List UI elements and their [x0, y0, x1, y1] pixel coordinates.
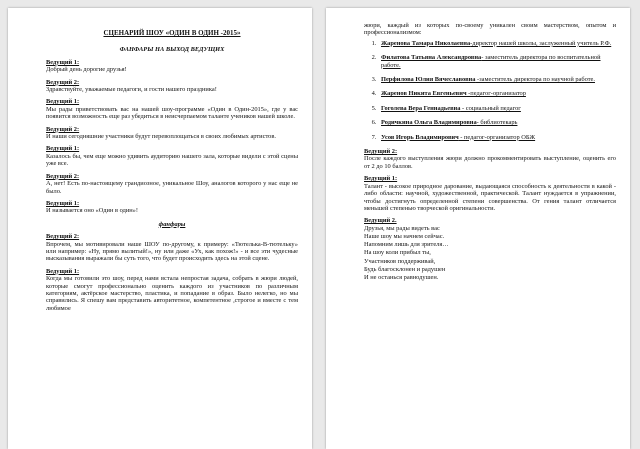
- dialogue-block: [46, 126, 298, 141]
- document-page-2: [326, 8, 630, 449]
- dialogue-text: Талант - высокое природное дарование, выдающаяся способность к деятельности в какой - либо области: научной, художественной, практической. Талант нуждается в упражнении, чтобы достигнуть определенной степени совершенства. От гения талант отличается меньшей степенью творческой оригинальности.: [364, 182, 616, 212]
- poem-line: Наше шоу мы начнем сейчас.: [364, 232, 445, 240]
- document-page-1: [8, 8, 312, 449]
- speaker-label: Ведущий 1:: [46, 58, 80, 66]
- poem-text: [364, 225, 616, 282]
- jury-name: Перфилова Юлия Вячеславовна: [381, 76, 476, 84]
- jury-name: Филатова Татьяна Александровна: [381, 54, 482, 62]
- dialogue-text: Здравствуйте, уважаемые педагоги, и гости нашего праздника!: [46, 86, 217, 94]
- jury-member: [378, 54, 616, 69]
- speaker-label: Ведущий 2.: [364, 217, 397, 225]
- dialogue-block: [46, 268, 298, 312]
- jury-name: Усов Игорь Владимирович: [381, 133, 459, 141]
- poem-line: Друзья, мы рады видеть вас: [364, 224, 440, 232]
- jury-member: [378, 90, 616, 97]
- speaker-label: Ведущий 1:: [364, 175, 398, 183]
- jury-member: [378, 105, 616, 112]
- dialogue-block: [46, 233, 298, 263]
- speaker-label: Ведущий 2:: [46, 172, 80, 180]
- jury-name: Жаренов Никита Евгеньевич: [381, 90, 467, 98]
- dialogue-text: Мы рады приветствовать вас на нашей шоу-программе «Один в Один-2015», где у вас появится возможность еще раз убедиться в неисчерпаемом таланте учеников нашей школе.: [46, 105, 298, 121]
- speaker-label: Ведущий 1:: [46, 98, 80, 106]
- jury-intro-text: жюри, каждый из которых по-своему уникален своим мастерством, опытом и профессионализмом:: [364, 22, 616, 37]
- dialogue-text: И наши сегодняшние участники будут перевоплощаться в своих любимых артистов.: [46, 133, 276, 141]
- page-2-content: [364, 22, 616, 282]
- poem-block: [364, 217, 616, 282]
- dialogue-block: [46, 200, 298, 215]
- page-1-content: [46, 30, 298, 312]
- dialogue-block: [46, 59, 298, 74]
- dialogue-text: А, нет! Есть по-настоящему грандиозное, уникальное Шоу, аналогов которого у нас еще не было.: [46, 180, 298, 195]
- jury-role: - педагог-организатор ОБЖ: [458, 133, 536, 141]
- jury-role: - библиотекарь: [476, 119, 518, 127]
- poem-line: Напомним лишь для зрителя…: [364, 241, 449, 249]
- jury-role: -заместитель директора по научной работе.: [475, 76, 595, 84]
- jury-member: [378, 76, 616, 83]
- speaker-label: Ведущий 2:: [46, 125, 80, 133]
- poem-line: Участников поддерживай,: [364, 257, 436, 265]
- dialogue-text: После каждого выступления жюри должно прокомментировать выступление, оценить его от 2 до 10 баллов.: [364, 155, 616, 170]
- poem-line: На шоу коли прибыл ты,: [364, 249, 431, 257]
- jury-member: [378, 119, 616, 126]
- dialogue-text: Впрочем, мы мотивировали наше ШОУ по-другому, к примеру: «Тютелька-В-тютельку» или например: «Ну, прямо вылитый!», ну или даже «Ух, как похож!» - и все эти чудесные высказывания выражали бы суть того, что будет происходить здесь на этой сцене.: [46, 240, 298, 263]
- jury-name: Родичкина Ольга Владимировна: [381, 119, 477, 127]
- fanfare-heading: фанфары: [158, 220, 186, 228]
- dialogue-text: Казалось бы, чем еще можно удивить аудиторию нашего зала, которые видели с этой сцены уже все.: [46, 152, 298, 168]
- jury-role: -директор нашей школы, заслуженный учитель Р.Ф.: [470, 39, 612, 47]
- speaker-label: Ведущий 2:: [364, 148, 398, 156]
- jury-role: - социальный педагог: [460, 104, 521, 112]
- dialogue-block: [46, 145, 298, 167]
- jury-list: [364, 40, 616, 141]
- dialogue-block: [46, 98, 298, 120]
- poem-line: И не останься равнодушен.: [364, 273, 439, 281]
- speaker-label: Ведущий 1:: [46, 267, 80, 275]
- speaker-label: Ведущий 2:: [46, 78, 80, 86]
- jury-role: -педагог-организатор: [466, 90, 526, 98]
- dialogue-block: [364, 175, 616, 212]
- dialogue-text: Добрый день дорогие друзья!: [46, 66, 127, 74]
- poem-line: Будь благосклонен и радушен: [364, 265, 446, 273]
- fanfare-intro-heading: ФАНФАРЫ НА ВЫХОД ВЕДУЩИХ: [119, 46, 225, 54]
- dialogue-text: Когда мы готовили это шоу, перед нами встала непростая задача, собрать в жюри людей, которые смогут профессионально оценить каждого из участников по различным категориям, актёрское мастерство, пластика, и попадание в образ. Было нелегко, но мы справились. Я спешу вам представить авторитетное, компетентное ,строгое и вместе с тем любимое: [46, 275, 298, 312]
- jury-role: - заместитель директора по воспитательной работе.: [381, 54, 601, 69]
- jury-member: [378, 40, 616, 47]
- dialogue-block: [46, 79, 298, 94]
- jury-name: Гоголева Вера Геннадьевна: [381, 104, 461, 112]
- script-title: СЦЕНАРИЙ ШОУ «ОДИН В ОДИН -2015»: [103, 29, 241, 37]
- jury-member: [378, 134, 616, 141]
- dialogue-block: [364, 148, 616, 170]
- speaker-label: Ведущий 2:: [46, 233, 80, 241]
- jury-name: Жаренова Тамара Николаевна: [381, 39, 471, 47]
- dialogue-block: [46, 173, 298, 195]
- dialogue-text: И называется оно «Один в один»!: [46, 207, 139, 215]
- speaker-label: Ведущий 1:: [46, 199, 80, 207]
- speaker-label: Ведущий 1:: [46, 145, 80, 153]
